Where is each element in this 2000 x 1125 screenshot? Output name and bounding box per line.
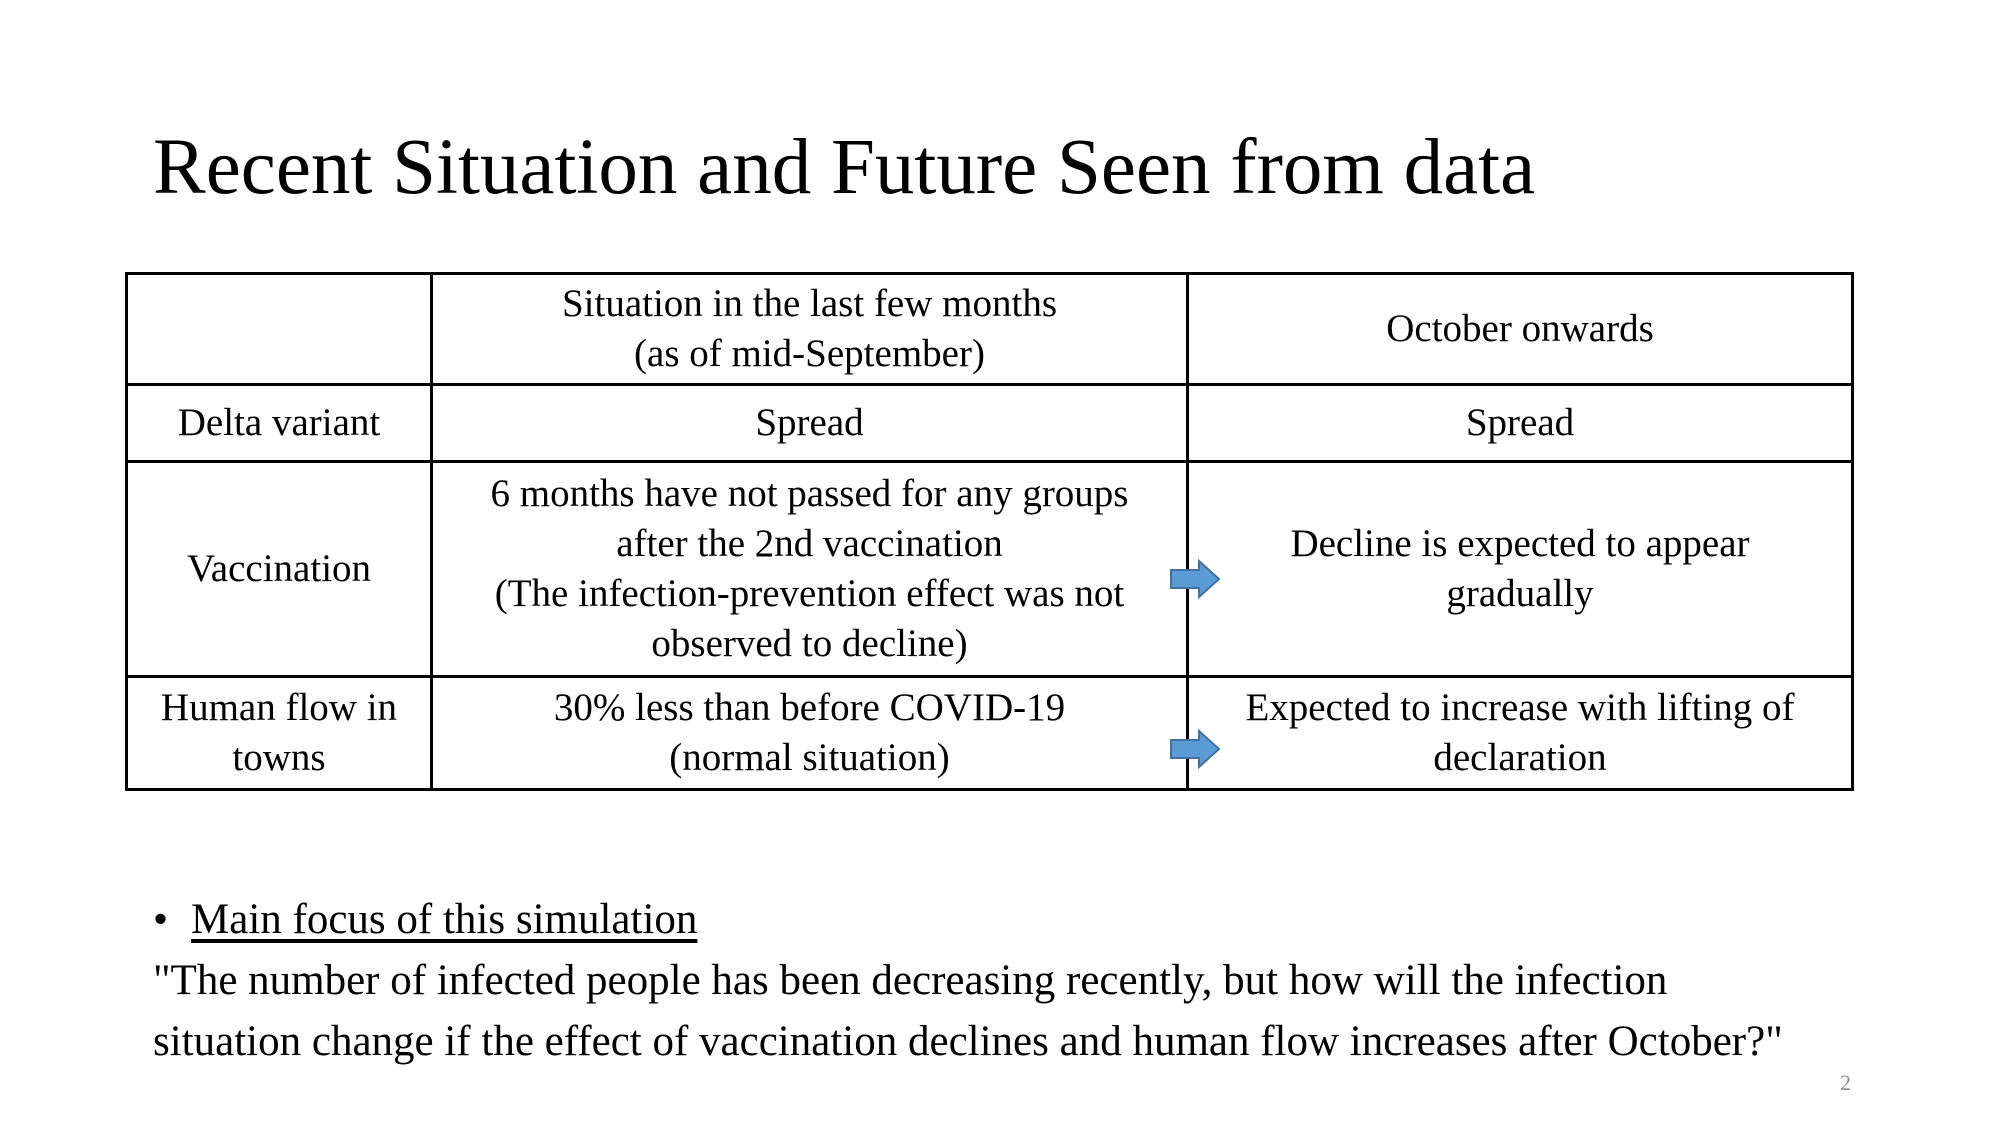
row-label-delta: Delta variant bbox=[127, 385, 432, 462]
table-row bbox=[127, 385, 1853, 462]
cell-line: observed to decline) bbox=[651, 622, 968, 665]
main-focus bbox=[153, 890, 697, 950]
cell-line: 30% less than before COVID-19 bbox=[553, 686, 1066, 729]
cell-line: towns bbox=[232, 736, 326, 779]
bullet: • bbox=[153, 896, 169, 943]
table-corner-cell bbox=[127, 274, 432, 385]
page-title: Recent Situation and Future Seen from data bbox=[153, 124, 1536, 211]
page-number: 2 bbox=[1840, 1070, 1851, 1095]
cell-future-vaccination bbox=[1188, 462, 1853, 677]
cell-line: after the 2nd vaccination bbox=[616, 522, 1003, 565]
cell-future-human-flow bbox=[1188, 677, 1853, 790]
header-current-line: Situation in the last few months bbox=[561, 282, 1058, 325]
cell-line: Expected to increase with lifting of bbox=[1245, 686, 1795, 729]
cell-line: Human flow in bbox=[160, 686, 398, 729]
cell-line: (The infection-prevention effect was not bbox=[494, 572, 1125, 615]
cell-current-human-flow bbox=[432, 677, 1188, 790]
cell-line: Decline is expected to appear bbox=[1290, 522, 1750, 565]
focus-heading: Main focus of this simulation bbox=[191, 896, 698, 943]
cell-line: (normal situation) bbox=[669, 736, 950, 779]
table-row bbox=[127, 677, 1853, 790]
header-current-situation bbox=[432, 274, 1188, 385]
cell-line: gradually bbox=[1446, 572, 1594, 615]
cell-current-vaccination bbox=[432, 462, 1188, 677]
table-row bbox=[127, 462, 1853, 677]
right-arrow-icon bbox=[1169, 559, 1221, 599]
right-arrow-icon bbox=[1169, 729, 1221, 769]
cell-line: declaration bbox=[1433, 736, 1607, 779]
focus-quote bbox=[153, 950, 1783, 1072]
header-october-onwards: October onwards bbox=[1188, 274, 1853, 385]
header-current-line: (as of mid-September) bbox=[634, 332, 985, 375]
quote-line: "The number of infected people has been decreasing recently, but how will the infection bbox=[153, 957, 1668, 1004]
row-label-vaccination: Vaccination bbox=[127, 462, 432, 677]
cell-current-delta: Spread bbox=[432, 385, 1188, 462]
quote-line: situation change if the effect of vaccination declines and human flow increases after October?" bbox=[153, 1018, 1783, 1065]
cell-line: 6 months have not passed for any groups bbox=[490, 472, 1129, 515]
row-label-human-flow bbox=[127, 677, 432, 790]
cell-future-delta: Spread bbox=[1188, 385, 1853, 462]
table-header-row bbox=[127, 274, 1853, 385]
situation-table bbox=[125, 272, 1854, 791]
